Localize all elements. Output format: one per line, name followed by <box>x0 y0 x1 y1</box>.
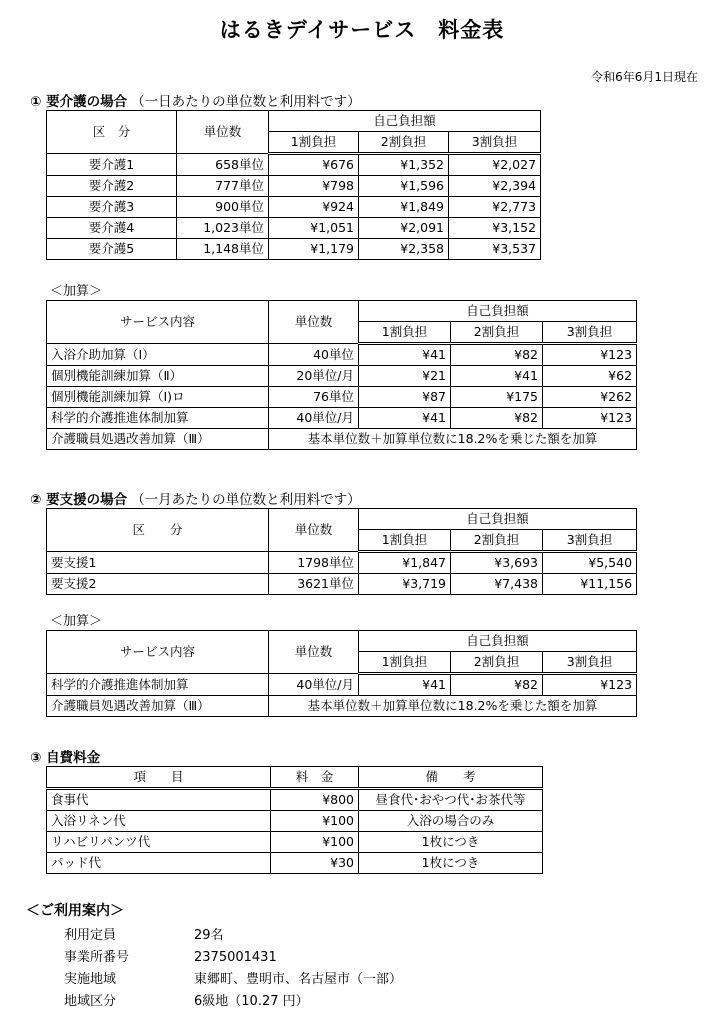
header-kubun: 区 分 <box>47 111 177 154</box>
units-value: 40単位/月 <box>269 674 359 696</box>
rate3-value: ¥2,394 <box>449 176 541 197</box>
rate1-value: ¥1,051 <box>269 218 359 239</box>
header-rate-1: 1割負担 <box>359 530 451 552</box>
header-rate-2: 2割負担 <box>451 652 543 674</box>
header-note: 備 考 <box>359 767 543 789</box>
rate2-value: ¥7,438 <box>451 574 543 595</box>
rate1-value: ¥798 <box>269 176 359 197</box>
rate3-value: ¥123 <box>543 408 637 429</box>
header-rate-3: 3割負担 <box>543 322 637 344</box>
addon-note: 基本単位数＋加算単位数に18.2%を乗じた額を加算 <box>269 696 637 717</box>
table-row <box>47 832 543 853</box>
page-title: はるきデイサービス 料金表 <box>219 18 505 42</box>
note-value: 1枚につき <box>359 853 543 874</box>
header-rate-1: 1割負担 <box>359 652 451 674</box>
service-name: 個別機能訓練加算（Ⅰ)ロ <box>47 387 269 408</box>
service-name: 科学的介護推進体制加算 <box>47 408 269 429</box>
header-units: 単位数 <box>269 509 359 552</box>
rate1-value: ¥3,719 <box>359 574 451 595</box>
item-name: リハビリパンツ代 <box>47 832 271 853</box>
header-self-pay: 自己負担額 <box>359 509 637 530</box>
header-fee: 料 金 <box>271 767 359 789</box>
item-name: パッド代 <box>47 853 271 874</box>
section1-title: ① 要介護の場合 <box>30 94 128 110</box>
rate2-value: ¥1,849 <box>359 197 449 218</box>
rate2-value: ¥2,358 <box>359 239 449 260</box>
rate3-value: ¥123 <box>543 344 637 366</box>
header-item: 項 目 <box>47 767 271 789</box>
section3-heading <box>30 746 100 766</box>
rate3-value: ¥2,027 <box>449 154 541 176</box>
service-name: 介護職員処遇改善加算（Ⅲ） <box>47 429 269 450</box>
guide-value: 2375001431 <box>194 950 277 965</box>
rate3-value: ¥123 <box>543 674 637 696</box>
note-value: 入浴の場合のみ <box>359 811 543 832</box>
units-value: 40単位 <box>269 344 359 366</box>
table-row <box>47 696 637 717</box>
fee-value: ¥30 <box>271 853 359 874</box>
rate3-value: ¥5,540 <box>543 552 637 574</box>
header-kubun: 区 分 <box>47 509 269 552</box>
table-row <box>47 154 541 176</box>
guide-item <box>64 968 402 987</box>
table-row <box>47 429 637 450</box>
rate2-value: ¥1,596 <box>359 176 449 197</box>
rate3-value: ¥3,537 <box>449 239 541 260</box>
care-level-table <box>46 110 541 260</box>
care-level: 要介護5 <box>47 239 177 260</box>
header-self-pay: 自己負担額 <box>269 111 541 132</box>
service-name: 個別機能訓練加算（Ⅱ） <box>47 366 269 387</box>
rate1-value: ¥41 <box>359 344 451 366</box>
note-value: 昼食代･おやつ代･お茶代等 <box>359 789 543 811</box>
guide-label: 実施地域 <box>64 972 117 987</box>
rate3-value: ¥11,156 <box>543 574 637 595</box>
table-row <box>47 366 637 387</box>
header-self-pay: 自己負担額 <box>359 631 637 652</box>
guide-label: 利用定員 <box>64 928 117 943</box>
guide-title: ＜ご利用案内＞ <box>26 903 124 919</box>
header-rate-3: 3割負担 <box>449 132 541 154</box>
rate3-value: ¥262 <box>543 387 637 408</box>
care-level: 要介護4 <box>47 218 177 239</box>
rate3-value: ¥2,773 <box>449 197 541 218</box>
rate3-value: ¥3,152 <box>449 218 541 239</box>
rate1-value: ¥21 <box>359 366 451 387</box>
item-name: 食事代 <box>47 789 271 811</box>
rate1-value: ¥1,847 <box>359 552 451 574</box>
header-rate-1: 1割負担 <box>359 322 451 344</box>
header-rate-2: 2割負担 <box>451 530 543 552</box>
units-value: 1,148単位 <box>177 239 269 260</box>
units-value: 40単位/月 <box>269 408 359 429</box>
units-value: 20単位/月 <box>269 366 359 387</box>
rate1-value: ¥41 <box>359 674 451 696</box>
header-self-pay: 自己負担額 <box>359 301 637 322</box>
rate1-value: ¥924 <box>269 197 359 218</box>
section2-title: ② 要支援の場合 <box>30 492 128 508</box>
units-value: 900単位 <box>177 197 269 218</box>
self-pay-table <box>46 766 543 874</box>
rate2-value: ¥3,693 <box>451 552 543 574</box>
service-name: 入浴介助加算（Ⅰ） <box>47 344 269 366</box>
table-row <box>47 408 637 429</box>
header-rate-3: 3割負担 <box>543 652 637 674</box>
header-service: サービス内容 <box>47 301 269 344</box>
units-value: 777単位 <box>177 176 269 197</box>
units-value: 1798単位 <box>269 552 359 574</box>
table-row <box>47 197 541 218</box>
section1-subtitle: （一日あたりの単位数と利用料です） <box>131 94 361 110</box>
care-level: 要介護3 <box>47 197 177 218</box>
section2-subtitle: （一月あたりの単位数と利用料です） <box>131 492 361 508</box>
service-name: 介護職員処遇改善加算（Ⅲ） <box>47 696 269 717</box>
header-rate-3: 3割負担 <box>543 530 637 552</box>
units-value: 76単位 <box>269 387 359 408</box>
section3-title: ③ 自費料金 <box>30 750 101 766</box>
care-addon-table <box>46 300 637 450</box>
header-units: 単位数 <box>269 631 359 674</box>
table-row <box>47 344 637 366</box>
table-row <box>47 574 637 595</box>
table-row <box>47 789 543 811</box>
rate3-value: ¥62 <box>543 366 637 387</box>
header-rate-1: 1割負担 <box>269 132 359 154</box>
support-level-table <box>46 508 637 595</box>
addon-note: 基本単位数＋加算単位数に18.2%を乗じた額を加算 <box>269 429 637 450</box>
care-level: 要介護1 <box>47 154 177 176</box>
guide-value: 6級地（10.27 円） <box>194 994 309 1009</box>
rate1-value: ¥41 <box>359 408 451 429</box>
guide-value: 東郷町、豊明市、名古屋市（一部） <box>194 972 403 987</box>
support-addon-table <box>46 630 637 717</box>
fee-value: ¥800 <box>271 789 359 811</box>
table-row <box>47 387 637 408</box>
rate2-value: ¥2,091 <box>359 218 449 239</box>
section1-addon-label: ＜加算＞ <box>50 284 103 299</box>
units-value: 1,023単位 <box>177 218 269 239</box>
rate2-value: ¥82 <box>451 344 543 366</box>
fee-value: ¥100 <box>271 811 359 832</box>
header-service: サービス内容 <box>47 631 269 674</box>
guide-item <box>64 990 309 1009</box>
rate1-value: ¥676 <box>269 154 359 176</box>
guide-item <box>64 946 277 965</box>
fee-value: ¥100 <box>271 832 359 853</box>
rate2-value: ¥1,352 <box>359 154 449 176</box>
section2-heading <box>30 488 361 508</box>
support-level: 要支援1 <box>47 552 269 574</box>
rate2-value: ¥41 <box>451 366 543 387</box>
units-value: 658単位 <box>177 154 269 176</box>
guide-label: 事業所番号 <box>64 950 130 965</box>
header-units: 単位数 <box>177 111 269 154</box>
item-name: 入浴リネン代 <box>47 811 271 832</box>
rate2-value: ¥82 <box>451 408 543 429</box>
rate2-value: ¥175 <box>451 387 543 408</box>
note-value: 1枚につき <box>359 832 543 853</box>
guide-value: 29名 <box>194 928 224 943</box>
table-row <box>47 674 637 696</box>
care-level: 要介護2 <box>47 176 177 197</box>
service-name: 科学的介護推進体制加算 <box>47 674 269 696</box>
table-row <box>47 811 543 832</box>
table-row <box>47 239 541 260</box>
table-row <box>47 176 541 197</box>
header-rate-2: 2割負担 <box>359 132 449 154</box>
guide-item <box>64 924 224 943</box>
table-row <box>47 218 541 239</box>
table-row <box>47 552 637 574</box>
units-value: 3621単位 <box>269 574 359 595</box>
rate2-value: ¥82 <box>451 674 543 696</box>
guide-label: 地域区分 <box>64 994 117 1009</box>
table-row <box>47 853 543 874</box>
section2-addon-label: ＜加算＞ <box>50 614 103 629</box>
rate1-value: ¥1,179 <box>269 239 359 260</box>
section1-heading <box>30 90 361 110</box>
support-level: 要支援2 <box>47 574 269 595</box>
effective-date: 令和6年6月1日現在 <box>591 70 698 84</box>
header-units: 単位数 <box>269 301 359 344</box>
rate1-value: ¥87 <box>359 387 451 408</box>
header-rate-2: 2割負担 <box>451 322 543 344</box>
